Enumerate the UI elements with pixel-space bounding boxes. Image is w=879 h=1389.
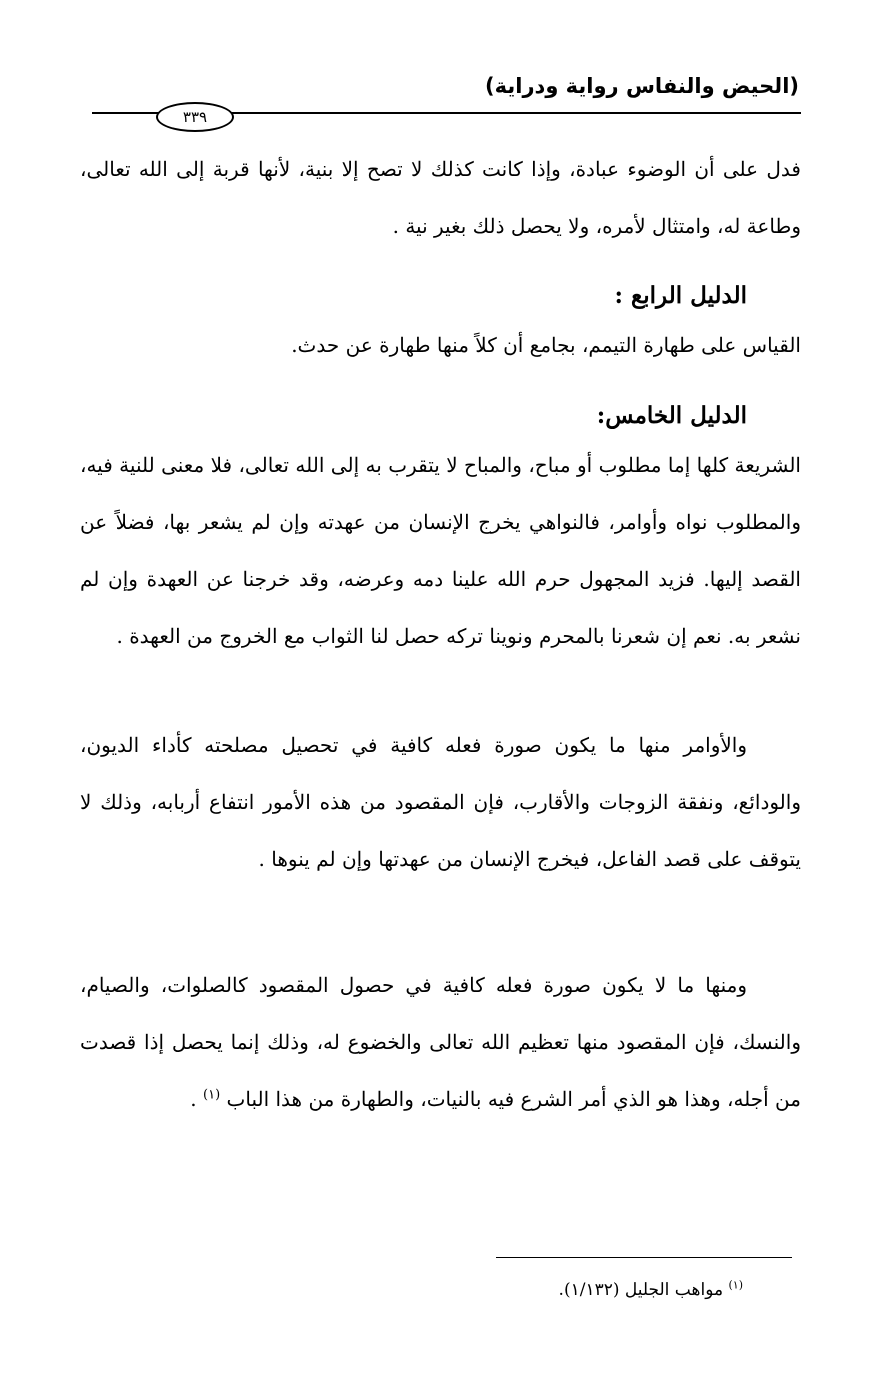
paragraph-3: الشريعة كلها إما مطلوب أو مباح، والمباح لا يتقرب به إلى الله تعالى، فلا معنى للنية فيه، والمطلوب نواه وأوامر، فالنواهي يخرج الإنسان من عهدته وإن لم يشعر بها، فضلاً عن القصد إليها. فزيد المجهول حرم الله علينا دمه وعرضه، وقد خرجنا عن العهدة وإن لم نشعر به. نعم إن شعرنا بالمحرم ونوينا تركه حصل لنا الثواب مع الخروج من العهدة . <box>80 453 801 648</box>
footnote <box>559 1280 743 1300</box>
paragraph-1: فدل على أن الوضوء عبادة، وإذا كانت كذلك لا تصح إلا بنية، لأنها قربة إلى الله تعالى، وطاعة له، وامتثال لأمره، ولا يحصل ذلك بغير نية . <box>80 157 801 238</box>
running-title: (الحيض والنفاس رواية ودراية) <box>485 74 799 98</box>
heading-fourth-evidence: الدليل الرابع : <box>614 282 747 309</box>
paragraph-2: القياس على طهارة التيمم، بجامع أن كلاً منها طهارة عن حدث. <box>291 333 801 357</box>
footnote-marker: (١) <box>728 1278 743 1292</box>
paragraph-5-text: ومنها ما لا يكون صورة فعله كافية في حصول المقصود كالصلوات، والصيام، والنسك، فإن المقصود منها تعظيم الله تعالى والخضوع له، وذلك إنما يحصل إذا قصدت من أجله، وهذا هو الذي أمر الشرع فيه بالنيات، والطهارة من هذا الباب <box>80 973 801 1111</box>
footnote-reference: (١) <box>203 1087 221 1103</box>
footnote-text: مواهب الجليل (١/١٣٢). <box>558 1280 729 1300</box>
paragraph-5 <box>80 957 801 1128</box>
paragraph-5-end: . <box>190 1087 204 1111</box>
page-number: ٣٣٩ <box>156 102 234 132</box>
paragraph-4: والأوامر منها ما يكون صورة فعله كافية في تحصيل مصلحته كأداء الديون، والودائع، ونفقة الزوجات والأقارب، فإن المقصود من هذه الأمور انتفاع أربابه، وذلك لا يتوقف على قصد الفاعل، فيخرج الإنسان من عهدتها وإن لم ينوها . <box>80 733 801 871</box>
footnote-separator <box>496 1257 792 1258</box>
heading-fifth-evidence: الدليل الخامس: <box>596 402 747 429</box>
